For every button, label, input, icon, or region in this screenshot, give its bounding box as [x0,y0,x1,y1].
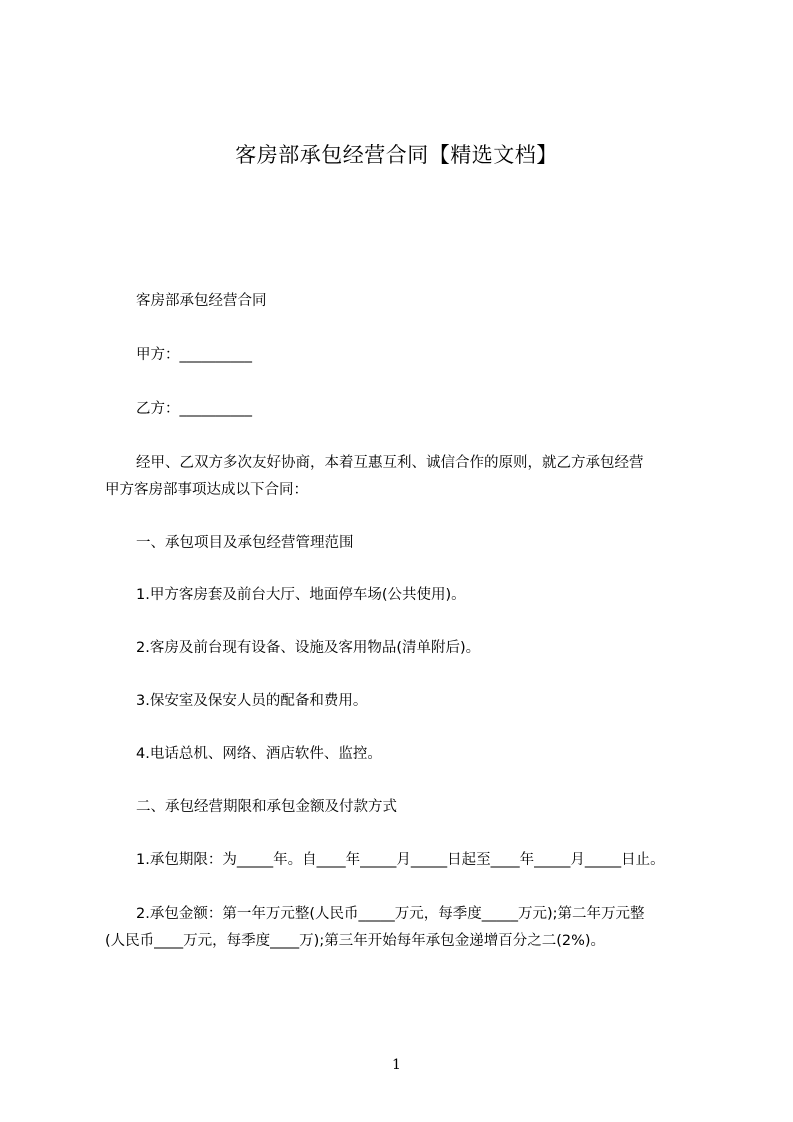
section-1-item: 3.保安室及保安人员的配备和费用。 [136,693,368,709]
intro-paragraph-line-1: 经甲、乙双方多次友好协商，本着互惠互利、诚信合作的原则，就乙方承包经营 [136,455,644,471]
section-2-item-term: 1.承包期限：为_____年。自____年_____月_____日起至____年_____月_____日止。 [136,852,665,868]
page-number: 1 [392,1057,401,1073]
party-a-line: 甲方：__________ [136,347,252,363]
document-title: 客房部承包经营合同【精选文档】 [235,143,558,167]
section-2-heading: 二、承包经营期限和承包金额及付款方式 [136,799,397,815]
section-1-item: 1.甲方客房套及前台大厅、地面停车场(公共使用)。 [136,587,466,603]
section-1-item: 2.客房及前台现有设备、设施及客用物品(清单附后)。 [136,640,481,656]
party-b-line: 乙方：__________ [136,401,252,417]
section-1-item: 4.电话总机、网络、酒店软件、监控。 [136,746,382,762]
section-2-item-amount-line-2: (人民币____万元，每季度____万);第三年开始每年承包金递增百分之二(2%)。 [105,933,606,949]
section-1-heading: 一、承包项目及承包经营管理范围 [136,535,354,551]
intro-paragraph-line-2: 甲方客房部事项达成以下合同： [105,482,308,498]
contract-subtitle: 客房部承包经营合同 [136,293,267,309]
section-2-item-amount-line-1: 2.承包金额：第一年万元整(人民币_____万元，每季度_____万元);第二年万元整 [136,906,645,922]
